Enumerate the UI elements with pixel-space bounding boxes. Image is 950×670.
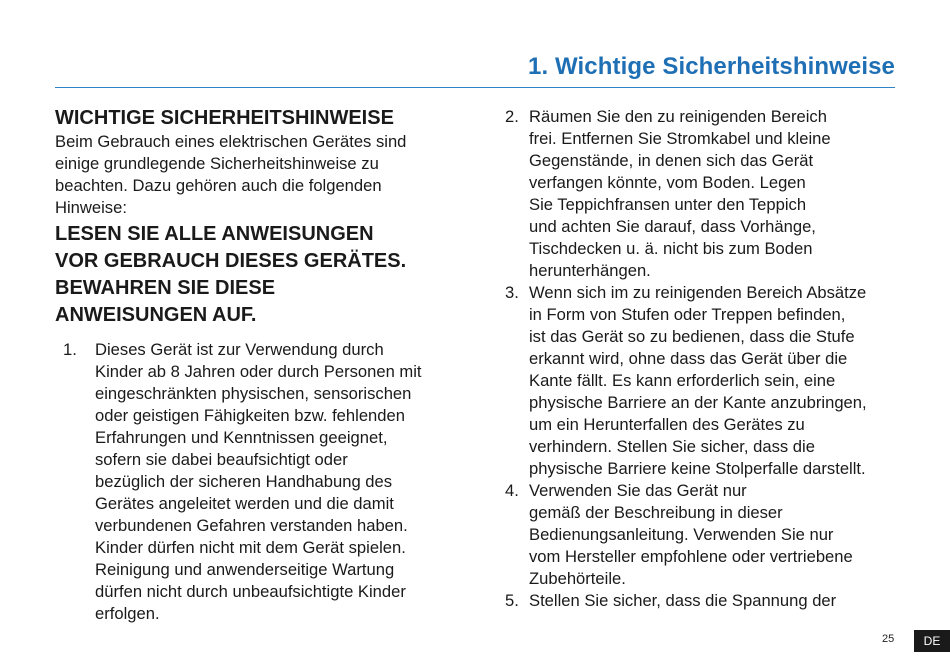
item-text: Verwenden Sie das Gerät nur gemäß der Beschreibung in dieser Bedienungsanleitung. Verwenden Sie nur vom Hersteller empfohlene oder vertriebene Zubehörteile.: [529, 481, 853, 588]
left-column: [55, 106, 455, 625]
page-number: 25: [882, 633, 895, 645]
item-text: Räumen Sie den zu reinigenden Bereich frei. Entfernen Sie Stromkabel und kleine Gegenstände, in denen sich das Gerät verfangen könnte, vom Boden. Legen Sie Teppichfransen unter den Teppich und achten Sie darauf, dass Vorhänge, Tischdecken u. ä. nicht bis zum Boden herunterhängen.: [529, 107, 831, 280]
list-item: [505, 106, 905, 282]
item-number: 5.: [505, 591, 519, 610]
item-number: 2.: [505, 107, 519, 126]
item-number: 1.: [63, 340, 77, 359]
item-text: Stellen Sie sicher, dass die Spannung der: [529, 591, 837, 610]
header-rule: [55, 87, 895, 88]
item-text: Wenn sich im zu reinigenden Bereich Absätze in Form von Stufen oder Treppen befinden, ist das Gerät so zu bedienen, dass die Stufe erkannt wird, ohne dass das Gerät über die Kante fällt. Es kann erforderlich sein, eine physische Barriere an der Kante anzubringen, um ein Herunterfallen des Gerätes zu verhindern. Stellen Sie sicher, dass die physische Barriere keine Stolperfalle darstellt.: [529, 283, 867, 478]
right-column: [505, 106, 905, 612]
language-badge: DE: [914, 630, 950, 652]
list-item: [505, 282, 905, 480]
list-item: [505, 480, 905, 590]
section-title: 1. Wichtige Sicherheitshinweise: [528, 53, 895, 80]
list-item: [505, 590, 905, 612]
read-instructions-notice: LESEN SIE ALLE ANWEISUNGEN VOR GEBRAUCH DIESES GERÄTES. BEWAHREN SIE DIESE ANWEISUNGEN AUF.: [55, 223, 407, 326]
item-text: Dieses Gerät ist zur Verwendung durch Kinder ab 8 Jahren oder durch Personen mit eingeschränkten physischen, sensorischen oder geistigen Fähigkeiten bzw. fehlenden Erfahrungen und Kenntnissen geeignet, sofern sie dabei beaufsichtigt oder bezüglich der sicheren Handhabung des Gerätes angeleitet werden und die damit verbundenen Gefahren verstanden haben. Kinder dürfen nicht mit dem Gerät spielen. Reinigung und anwenderseitige Wartung dürfen nicht durch unbeaufsichtigte Kinder erfolgen.: [95, 340, 422, 623]
item-number: 3.: [505, 283, 519, 302]
safety-heading: WICHTIGE SICHERHEITSHINWEISE: [55, 107, 394, 129]
intro-paragraph: Beim Gebrauch eines elektrischen Gerätes sind einige grundlegende Sicherheitshinweise zu beachten. Dazu gehören auch die folgenden Hinweise:: [55, 132, 407, 217]
list-item: [63, 339, 455, 625]
item-number: 4.: [505, 481, 519, 500]
